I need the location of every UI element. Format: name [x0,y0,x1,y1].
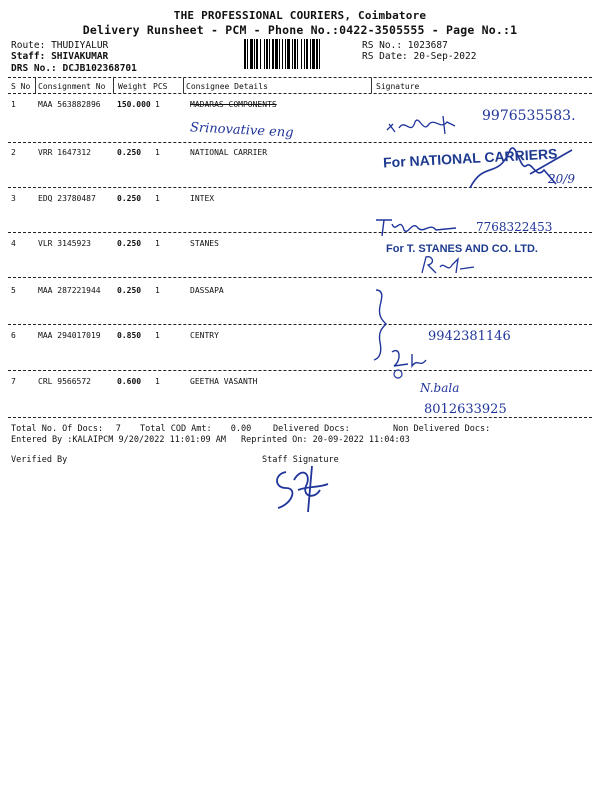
row-sno: 5 [11,286,16,295]
row-pcs: 1 [155,239,160,248]
barcode-image [243,39,355,69]
row-sno: 3 [11,194,16,203]
row-sno: 4 [11,239,16,248]
barcode-bar [279,39,280,69]
rs-no-line [362,40,448,51]
row-weight: 0.250 [117,194,142,203]
table-top-rule [8,77,592,78]
rs-no-value: 1023687 [407,40,448,51]
row-sno: 6 [11,331,16,340]
col-header-consignee: Consignee Details [186,82,268,91]
barcode-bar [254,39,255,69]
col-divider [183,78,184,93]
stanes-stamp: For T. STANES AND CO. LTD. [386,243,538,255]
row-sno: 2 [11,148,16,157]
barcode-bar [275,39,278,69]
barcode-bar [304,39,305,69]
row2-signature-scribble [460,140,580,195]
row-consignment: MAA 294017019 [38,331,101,340]
row4-signature-scribble [372,210,462,240]
table-header-rule [8,93,592,94]
handwritten-date: 20/9 [548,172,575,186]
barcode-bar [250,39,253,69]
handwritten-receiver-name: N.bala [420,381,460,395]
total-cod [140,424,251,434]
row-sno: 1 [11,100,16,109]
row-weight: 0.250 [117,148,142,157]
row-consignee: INTEX [190,194,215,203]
route-line [11,40,108,51]
handwritten-phone: 7768322453 [476,220,553,234]
row-rule [8,370,592,371]
total-docs-label: Total No. Of Docs: [11,424,104,434]
barcode-bar [272,39,274,69]
row-consignment: VLR 3145923 [38,239,91,248]
barcode-bar [316,39,318,69]
reprinted-on: Reprinted On: 20-09-2022 11:04:03 [241,435,410,445]
row-consignment: MAA 563882896 [38,100,101,109]
barcode-bar [256,39,258,69]
row-weight: 0.850 [117,331,142,340]
barcode-bar [312,39,315,69]
row-pcs: 1 [155,331,160,340]
verified-by: Verified By [11,455,68,465]
row-weight: 0.250 [117,239,142,248]
row-weight: 150.000 [117,100,151,109]
non-delivered-docs: Non Delivered Docs: [393,424,491,434]
drs-line [11,63,137,74]
total-docs [11,424,128,434]
drs-value: DCJB102368701 [62,63,137,74]
barcode-bar [266,39,268,69]
staff-value: SHIVAKUMAR [51,51,109,62]
handwritten-consignee-name: Srinovative eng [189,120,294,141]
total-cod-value: 0.00 [230,424,252,434]
row-consignment: MAA 287221944 [38,286,101,295]
col-header-pcs: PCS [153,82,168,91]
barcode-bar [282,39,283,69]
row4-initials-scribble [418,253,478,277]
barcode-bar [306,39,308,69]
col-header-consignment: Consignment No [38,82,106,91]
row-consignee: STANES [190,239,219,248]
national-carriers-stamp: For NATIONAL CARRIERS [382,145,558,171]
row-pcs: 1 [155,194,160,203]
row-consignment: VRR 1647312 [38,148,91,157]
rs-date-label: RS Date: [362,51,408,62]
col-divider [113,78,114,93]
rs-date-line [362,51,476,62]
barcode-bar [247,39,248,69]
staff-label: Staff: [11,51,46,62]
table-bottom-rule [8,417,592,418]
total-docs-value: 7 [115,424,121,434]
row-consignee: GEETHA VASANTH [190,377,258,386]
barcode-bar [287,39,290,69]
col-divider [371,78,372,93]
row-rule [8,324,592,325]
row-consignee: NATIONAL CARRIER [190,148,268,157]
row-weight: 0.250 [117,286,142,295]
barcode-bar [269,39,270,69]
row-rule [8,277,592,278]
row-consignee: CENTRY [190,331,219,340]
rs-no-label: RS No.: [362,40,403,51]
row-pcs: 1 [155,377,160,386]
col-header-signature: Signature [376,82,420,91]
barcode-bar [297,39,298,69]
delivered-docs: Delivered Docs: [273,424,350,434]
row-consignment: EDQ 23780487 [38,194,96,203]
row-consignee: MADARAS COMPONENTS [190,100,277,109]
col-header-weight: Weight [118,82,147,91]
row-pcs: 1 [155,286,160,295]
drs-label: DRS No.: [11,63,57,74]
row-consignment: CRL 9566572 [38,377,91,386]
barcode-bar [301,39,302,69]
row-sno: 7 [11,377,16,386]
barcode-bar [319,39,320,69]
row-pcs: 1 [155,148,160,157]
staff-line [11,51,108,62]
barcode-bar [310,39,311,69]
col-divider [35,78,36,93]
row1-signature-scribble [383,110,473,140]
staff-signature-label: Staff Signature [262,455,339,465]
barcode-bar [260,39,261,69]
rs-date-value: 20-Sep-2022 [413,51,477,62]
handwritten-phone: 9942381146 [428,329,511,344]
barcode-bar [294,39,296,69]
row-pcs: 1 [155,100,160,109]
row-weight: 0.600 [117,377,142,386]
entered-by: Entered By :KALAIPCM 9/20/2022 11:01:09 AM [11,435,226,445]
handwritten-phone: 8012633925 [424,402,507,417]
barcode-bar [285,39,286,69]
company-title: THE PROFESSIONAL COURIERS, Coimbatore [173,9,427,22]
total-cod-label: Total COD Amt: [140,424,212,434]
handwritten-phone: 9976535583. [482,108,576,124]
barcode-bar [264,39,265,69]
route-label: Route: [11,40,46,51]
col-header-sno: S No [11,82,31,91]
barcode-bar [244,39,246,69]
barcode-bar [292,39,293,69]
runsheet-title: Delivery Runsheet - PCM - Phone No.:0422-3505555 - Page No.:1 [82,23,518,37]
route-value: THUDIYALUR [51,40,109,51]
staff-signature-scribble [268,460,338,518]
row-consignee: DASSAPA [190,286,224,295]
